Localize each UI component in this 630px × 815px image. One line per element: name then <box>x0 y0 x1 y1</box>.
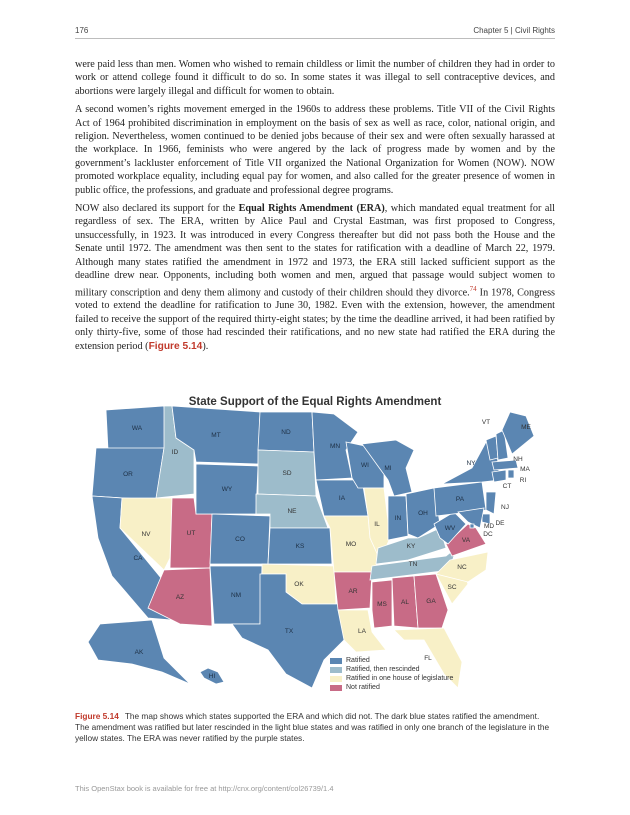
state-label-hi: HI <box>208 673 216 680</box>
caption-text: The map shows which states supported the ERA and which did not. The dark blue states ratified the amendment. The amendment was ratified but later rescinded in the light blue states and was ratified in only one branch of the legislature in the yellow states. The ERA was never ratified by the purple states. <box>75 711 550 743</box>
state-label-me: ME <box>521 424 531 431</box>
state-label-vt: VT <box>481 419 491 426</box>
state-label-wy: WY <box>221 486 233 493</box>
state-label-ky: KY <box>406 543 416 550</box>
paragraph-3-d: ). <box>202 340 209 352</box>
legend-swatch-rescinded <box>330 667 342 673</box>
state-label-ne: NE <box>287 508 297 515</box>
chapter-title: Chapter 5 | Civil Rights <box>473 26 555 35</box>
state-label-ga: GA <box>426 598 436 605</box>
paragraph-3 <box>75 202 555 353</box>
state-label-al: AL <box>401 599 409 606</box>
legend-label-rescinded: Ratified, then rescinded <box>346 666 420 673</box>
state-label-il: IL <box>374 521 380 528</box>
state-label-oh: OH <box>418 510 428 517</box>
state-label-or: OR <box>123 471 133 478</box>
state-label-dc: DC <box>483 531 493 538</box>
state-label-md: MD <box>483 523 495 530</box>
header-rule <box>75 38 555 39</box>
state-label-wv: WV <box>444 525 456 532</box>
state-label-ia: IA <box>338 495 346 502</box>
paragraph-1: were paid less than men. Women who wished to remain childless or limit the number of children they had in order to work or attend college found it difficult to do so. In some states it was illegal to sell contraceptive devices, and abortions were largely illegal and difficult for women to obtain. <box>75 59 555 97</box>
figure-reference-link[interactable]: Figure 5.14 <box>148 340 203 352</box>
era-term: Equal Rights Amendment (ERA) <box>238 203 385 215</box>
state-label-ri: RI <box>519 477 527 484</box>
state-ri <box>508 470 514 478</box>
state-label-mo: MO <box>345 541 357 548</box>
state-label-nc: NC <box>457 564 467 571</box>
state-label-de: DE <box>495 520 505 527</box>
state-label-wa: WA <box>131 425 143 432</box>
us-map <box>72 388 558 706</box>
state-label-ks: KS <box>295 543 305 550</box>
figure-caption <box>75 711 555 744</box>
caption-label: Figure 5.14 <box>75 711 119 721</box>
state-nj <box>486 492 496 514</box>
state-label-sd: SD <box>282 470 292 477</box>
state-label-nj: NJ <box>501 504 509 511</box>
state-label-pa: PA <box>455 496 465 503</box>
state-label-va: VA <box>461 537 471 544</box>
state-label-ms: MS <box>377 601 387 608</box>
state-label-wi: WI <box>361 462 369 469</box>
state-label-fl: FL <box>424 655 432 662</box>
state-label-ok: OK <box>294 581 304 588</box>
state-label-nm: NM <box>230 592 242 599</box>
legend-swatch-ratified <box>330 658 342 664</box>
state-ct <box>492 470 506 482</box>
map-title: State Support of the Equal Rights Amendment <box>188 396 442 408</box>
legend-label-not-ratified: Not ratified <box>346 684 380 691</box>
legend-item-ratified <box>330 656 453 665</box>
state-label-ma: MA <box>520 466 530 473</box>
legend-item-one-house <box>330 674 453 683</box>
paragraph-2: A second women’s rights movement emerged in the 1960s to address these problems. Title VII of the Civil Rights Act of 1964 prohibited discrimination in employment on the basis of sex as well as race, color, national origin, and religion. Nevertheless, women continued to be denied jobs because of their sex and were often sexually harassed at the workplace. In 1966, feminists who were angered by the lack of progress made by women and by the government’s lackluster enforcement of Title VII organized the National Organization for Women (NOW). NOW promoted workplace equality, including equal pay for women, and also called for the greater presence of women in public office, the professions, and graduate and professional degree programs. <box>75 104 555 196</box>
legend-label-ratified: Ratified <box>346 657 370 664</box>
state-label-nh: NH <box>513 456 523 463</box>
legend-swatch-not-ratified <box>330 685 342 691</box>
state-label-mt: MT <box>211 432 221 439</box>
state-label-az: AZ <box>175 594 185 601</box>
state-label-ct: CT <box>502 483 512 490</box>
map-legend <box>330 656 453 692</box>
state-label-tx: TX <box>284 628 294 635</box>
era-map-figure <box>72 388 558 706</box>
state-label-ca: CA <box>133 555 143 562</box>
state-label-id: ID <box>171 449 179 456</box>
paragraph-3-b: , which mandated equal treatment for all regardless of sex. The ERA, written by Alice Paul and Crystal Eastman, was first proposed to Congress, unsuccessfully, in 1923. It was introduced in every Congress thereafter but did not pass both the House and the Senate until 1972. The amendment was then sent to the states for ratification with a deadline of March 22, 1979. Although many states ratified the amendment in 1972 and 1973, the ERA still lacked sufficient support as the deadline drew near. Opponents, including both women and men, argued that passage would subject women to military conscription and deny them alimony and custody of their children should they divorce. <box>75 203 555 298</box>
body-text <box>75 58 555 358</box>
legend-item-rescinded <box>330 665 453 674</box>
legend-swatch-one-house <box>330 676 342 682</box>
state-label-la: LA <box>358 628 366 635</box>
state-label-in: IN <box>394 515 402 522</box>
page-number: 176 <box>75 26 89 35</box>
state-label-nd: ND <box>281 429 291 436</box>
paragraph-3-c: In 1978, Congress voted to extend the deadline for ratification to June 30, 1982. Even with the extension, however, the amendment failed to receive the support of the required thirty-eight states; by the time the deadline arrived, it had been ratified by only thirty-five, some of those had rescinded their ratifications, and no new state had ratified the ERA during the extension period ( <box>75 286 556 352</box>
footnote-link[interactable]: 74 <box>469 284 477 293</box>
legend-item-not-ratified <box>330 683 453 692</box>
state-label-mn: MN <box>329 443 341 450</box>
state-label-ak: AK <box>134 649 144 656</box>
state-dc <box>470 524 474 528</box>
state-label-tn: TN <box>408 561 418 568</box>
legend-label-one-house: Ratified in one house of legislature <box>346 675 454 682</box>
state-label-ar: AR <box>348 588 358 595</box>
page-footer: This OpenStax book is available for free at http://cnx.org/content/col26739/1.4 <box>75 784 334 793</box>
state-label-ut: UT <box>186 530 196 537</box>
state-label-ny: NY <box>466 460 476 467</box>
state-label-sc: SC <box>447 584 457 591</box>
state-label-nv: NV <box>141 531 151 538</box>
paragraph-3-a: NOW also declared its support for the <box>75 203 239 215</box>
state-label-mi: MI <box>384 465 392 472</box>
state-label-co: CO <box>235 536 245 543</box>
